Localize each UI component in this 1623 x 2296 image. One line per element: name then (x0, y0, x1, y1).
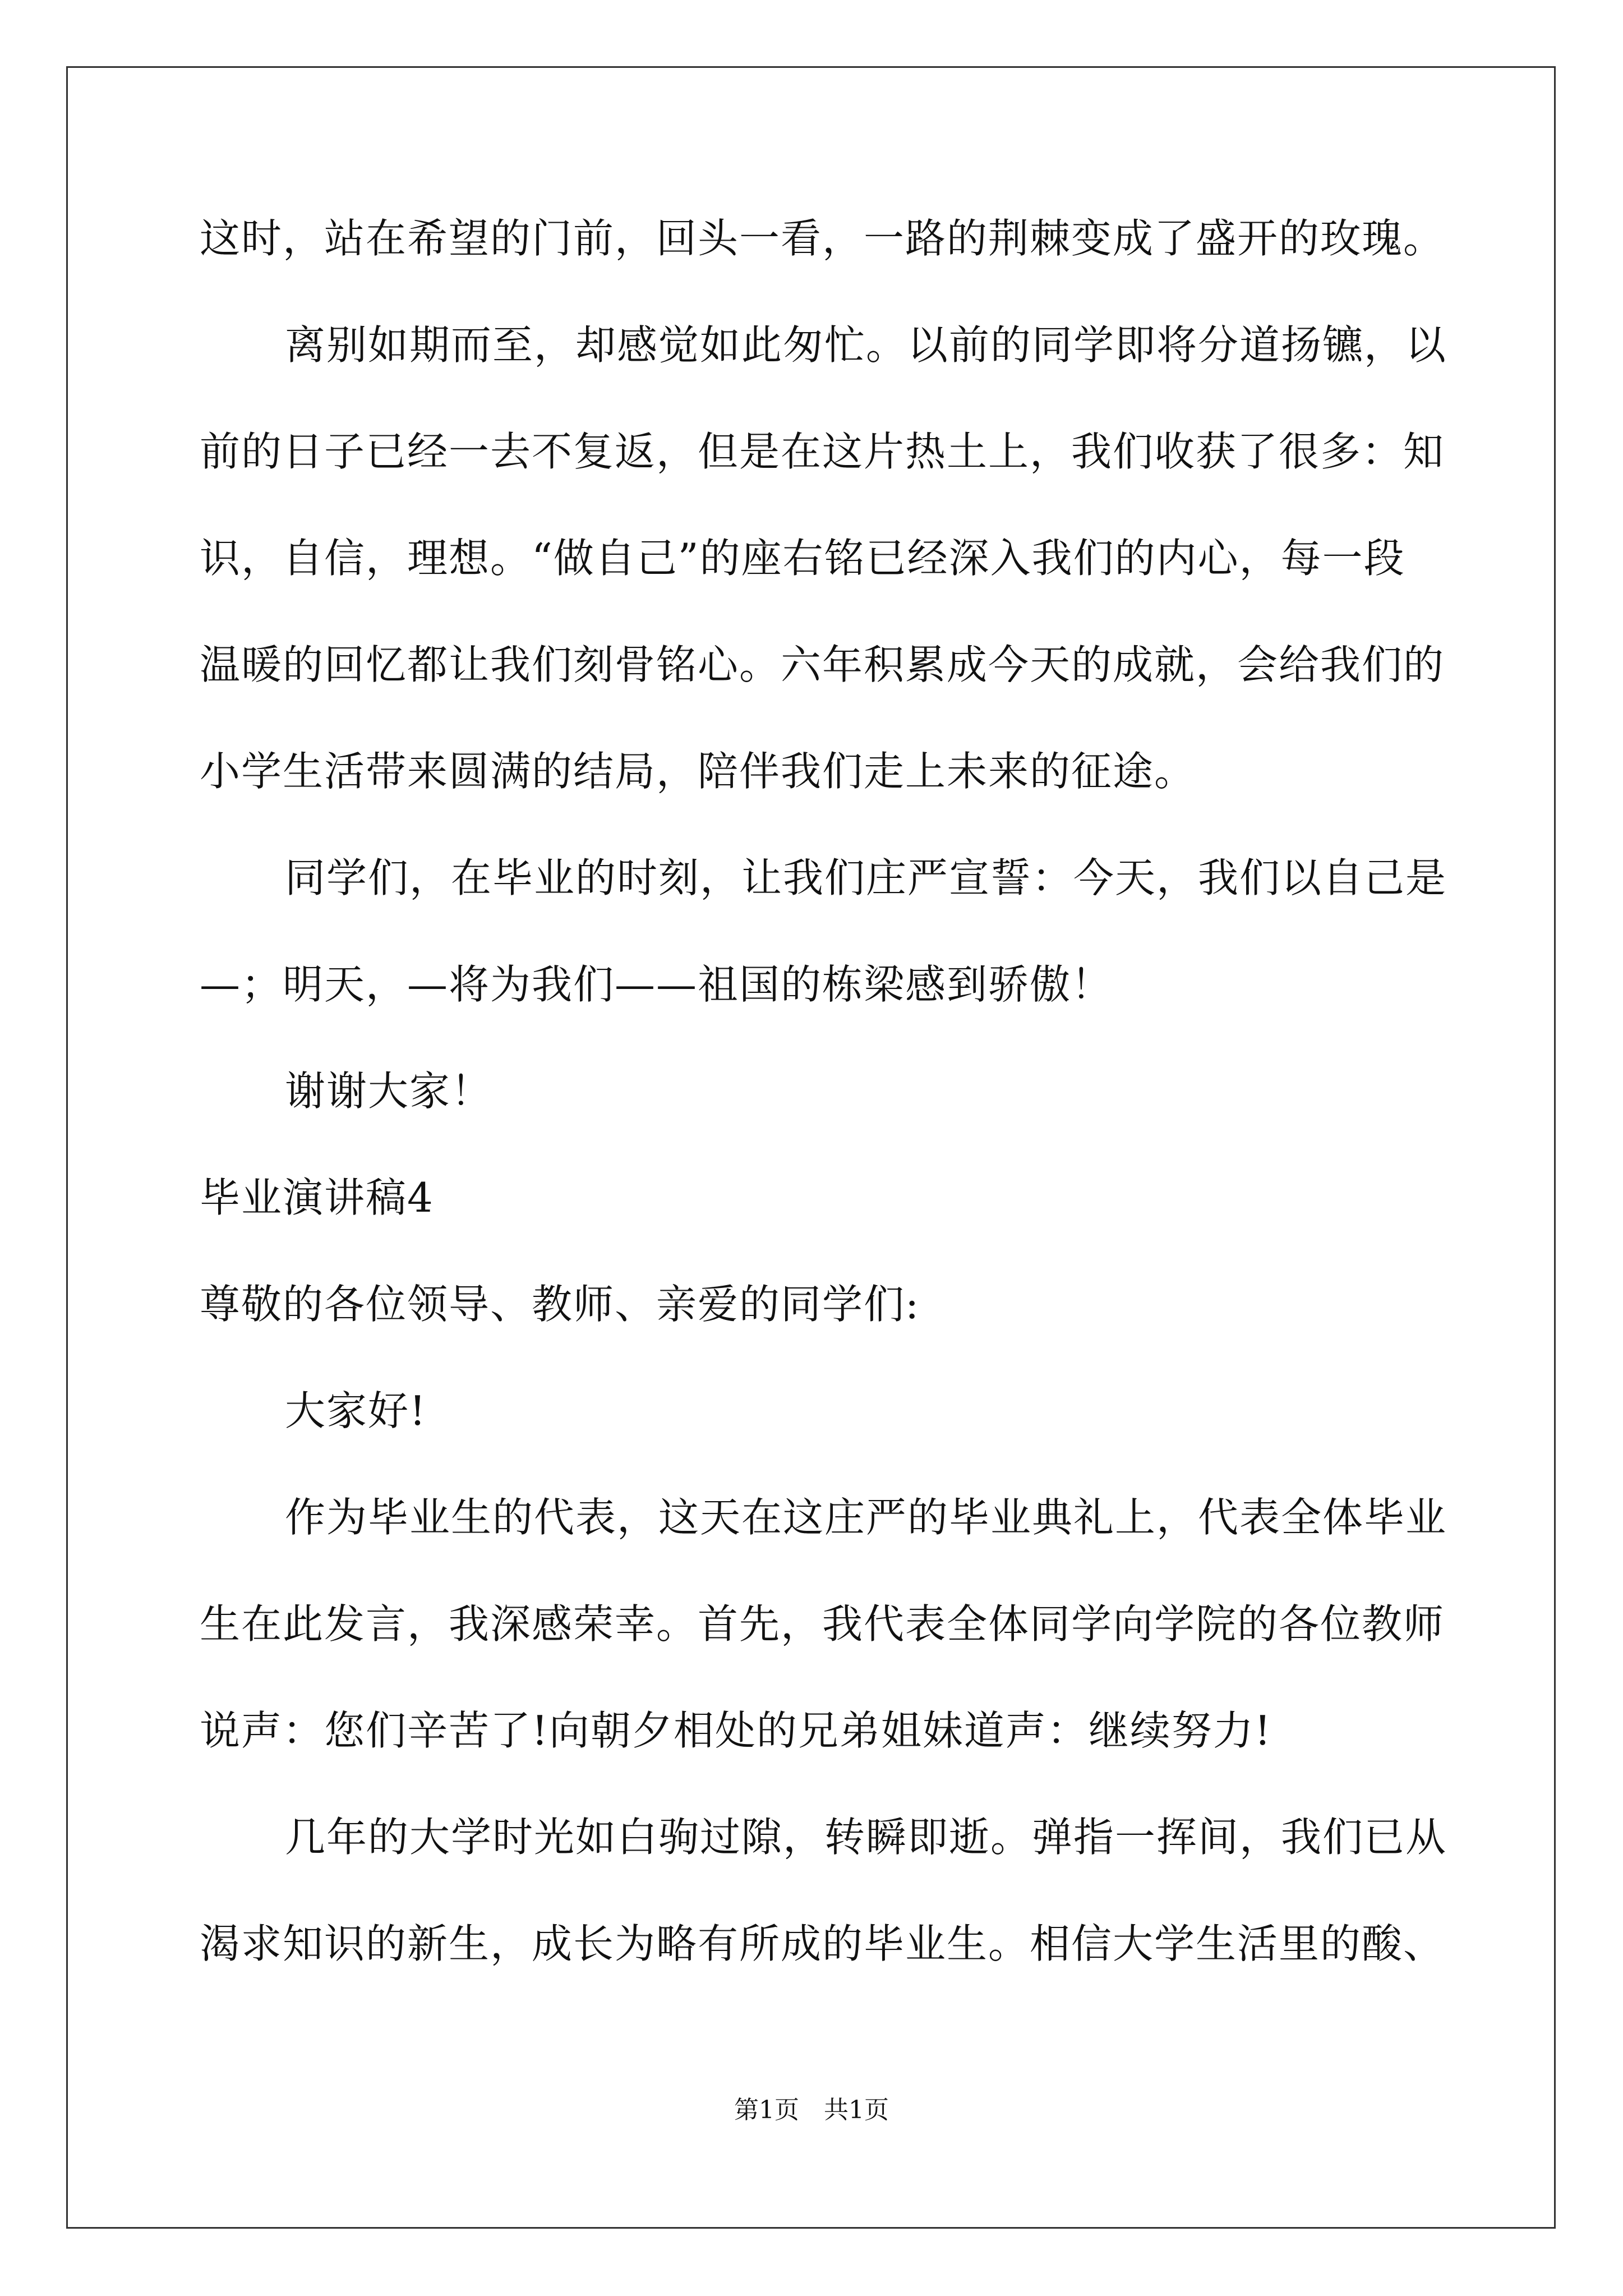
paragraph-line: 作为毕业生的代表，这天在这庄严的毕业典礼上，代表全体毕业 (285, 1494, 1447, 1541)
paragraph-line: 小学生活带来圆满的结局，陪伴我们走上未来的征途。 (200, 748, 1196, 795)
paragraph-line: 同学们，在毕业的时刻，让我们庄严宣誓：今天，我们以自己是 (285, 854, 1447, 901)
page-footer: 第1页 共1页 (734, 2096, 889, 2124)
paragraph-line: 识，自信，理想。“做自己”的座右铭已经深入我们的内心，每一段 (200, 535, 1405, 582)
paragraph-line: —；明天，—将为我们——祖国的栋梁感到骄傲！ (200, 961, 1113, 1008)
paragraph-line: 离别如期而至，却感觉如此匆忙。以前的同学即将分道扬镳，以 (285, 321, 1447, 369)
salutation: 尊敬的各位领导、教师、亲爱的同学们: (200, 1281, 920, 1328)
paragraph-line: 这时，站在希望的门前，回头一看，一路的荆棘变成了盛开的玫瑰。 (200, 215, 1445, 262)
paragraph-line: 温暖的回忆都让我们刻骨铭心。六年积累成今天的成就，会给我们的 (200, 641, 1445, 688)
paragraph-line: 前的日子已经一去不复返，但是在这片热土上，我们收获了很多：知 (200, 428, 1445, 475)
paragraph-line: 说声：您们辛苦了!向朝夕相处的兄弟姐妹道声：继续努力! (200, 1707, 1272, 1754)
section-heading: 毕业演讲稿4 (200, 1174, 434, 1221)
greeting: 大家好! (285, 1387, 427, 1434)
paragraph-line: 几年的大学时光如白驹过隙，转瞬即逝。弹指一挥间，我们已从 (285, 1814, 1447, 1861)
paragraph-line: 渴求知识的新生，成长为略有所成的毕业生。相信大学生活里的酸、 (200, 1920, 1445, 1967)
page-border (66, 66, 1556, 2229)
paragraph-line: 谢谢大家！ (285, 1068, 493, 1115)
paragraph-line: 生在此发言，我深感荣幸。首先，我代表全体同学向学院的各位教师 (200, 1600, 1445, 1648)
